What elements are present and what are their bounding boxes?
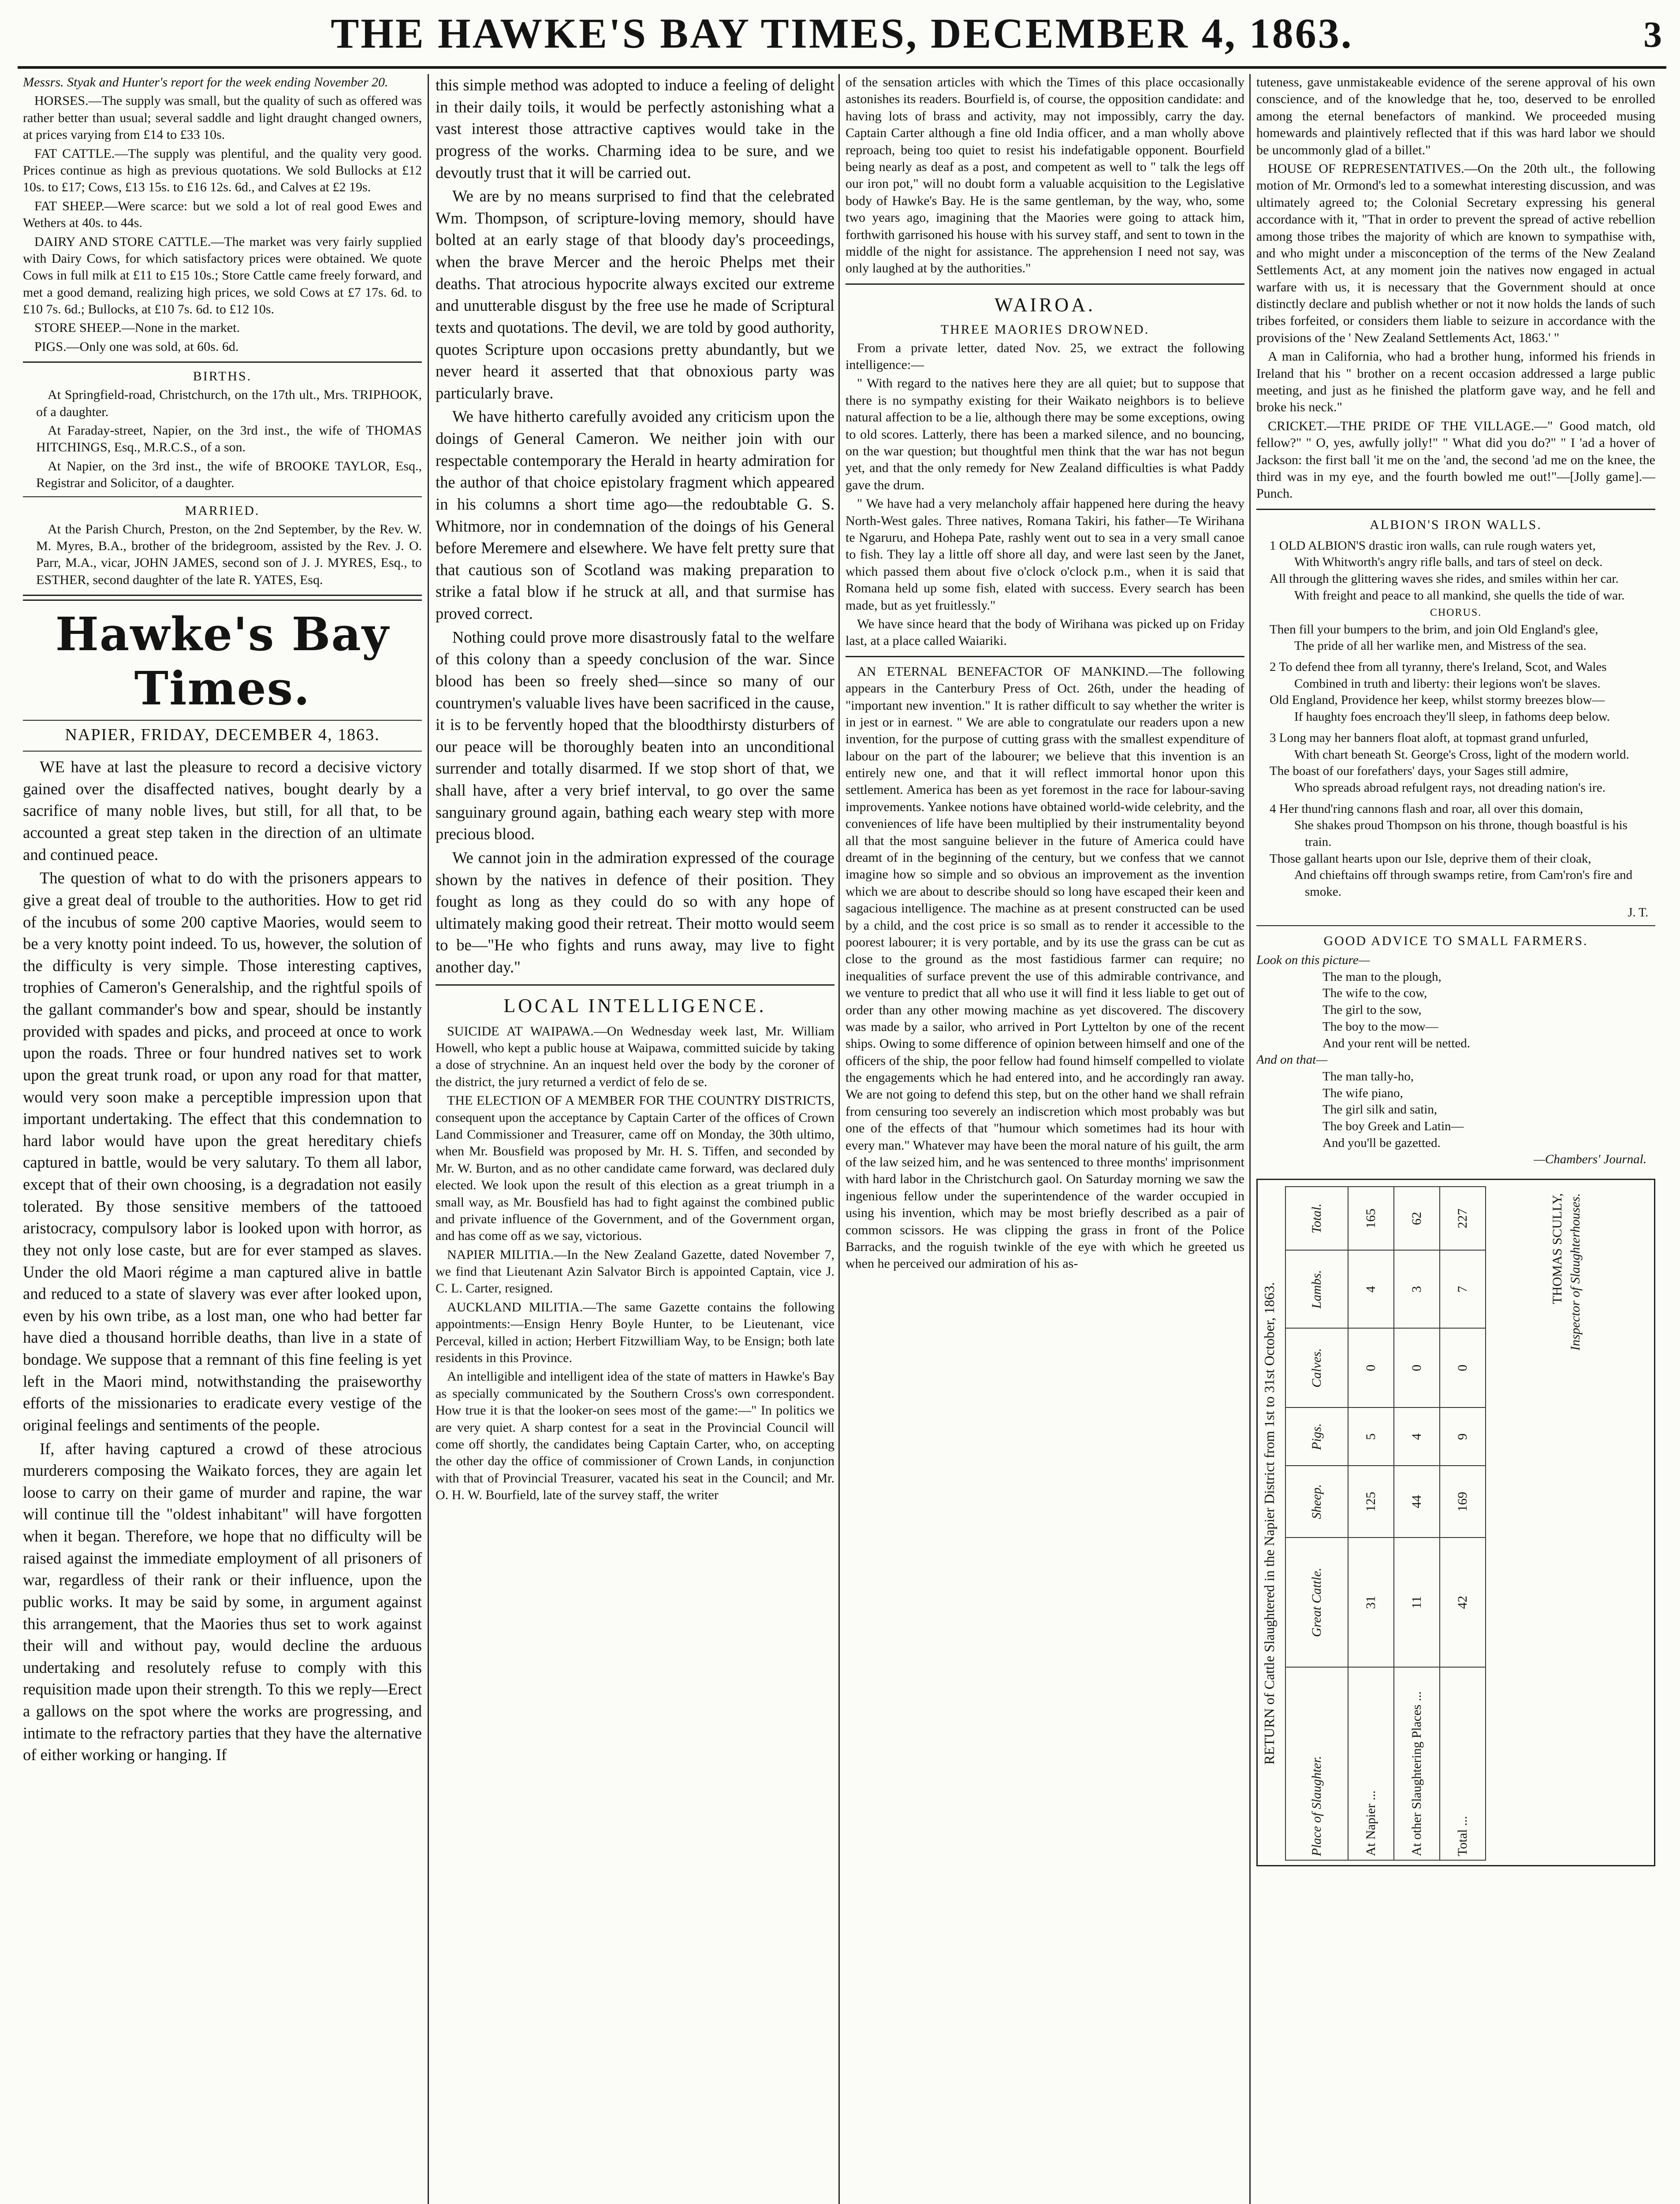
births-list <box>23 387 422 491</box>
table-cell: 42 <box>1440 1538 1486 1667</box>
poem-line: The boast of our forefathers' days, your Sages still admire, <box>1270 764 1568 778</box>
market-report <box>23 93 422 355</box>
local-item: An intelligible and intelligent idea of the state of matters in Hawke's Bay as specially communicated by the Southern Cross's own correspondent. How true it is that the looker-on sees most of the game:—" In politics we are very quiet. A sharp contest for a seat in the Provincial Council will come off shortly, the candidates being Captain Carter, who, on accepting the other day the office of commissioner of Crown Lands, in conjunction with that of Provincial Treasurer, vacated his seat in the Council; and Mr. O. H. W. Bourfield, late of the survey staff, the writer <box>436 1369 834 1503</box>
table-cell: 0 <box>1440 1328 1486 1407</box>
poem-line: 4 Her thund'ring cannons flash and roar, all over this domain, <box>1270 801 1583 816</box>
advice-line: The boy to the mow— <box>1322 1019 1438 1034</box>
poem-line: She shakes proud Thompson on his throne, though boastful is his train. <box>1294 818 1628 849</box>
advice-title: GOOD ADVICE TO SMALL FARMERS. <box>1323 934 1588 949</box>
article-paragraph: tuteness, gave unmistakeable evidence of the serene approval of his own conscience, and of the knowledge that he, too, deserved to be enrolled among the eternal benefactors of mankind. We proceeded musing homewards and plaintively reflected that if this was hard labor we should be uncommonly glad of a billet." <box>1256 75 1655 157</box>
slaughter-return-rotated <box>1258 1180 1654 1865</box>
table-cell: 4 <box>1348 1250 1394 1328</box>
wairoa-article <box>846 340 1244 650</box>
table-cell: 62 <box>1394 1187 1440 1250</box>
poem-line: With Whitworth's angry rifle balls, and tars of steel on deck. <box>1294 555 1603 570</box>
page-number: 3 <box>1643 14 1662 55</box>
editorial-paragraph: Nothing could prove more disastrously fatal to the welfare of this colony than a speedy conclusion of the war. Since blood has been so freely shed—since so many of our countrymen's valuable lives have been sacrificed in the cause, it is to be fervently hoped that the bloodthirsty disturbers of our peace will be thoroughly beaten into an unconditional surrender and totally disarmed. If we stop short of that, we shall have, after a very brief interval, to go over the same sanguinary ground again, bathing each weary step with more precious blood. <box>436 628 834 843</box>
inspector-role: Inspector of Slaughterhouses. <box>1568 1193 1583 1351</box>
inspector-name: THOMAS SCULLY, <box>1550 1193 1565 1304</box>
editorial-paragraph: The question of what to do with the prisoners appears to give a great deal of trouble to the authorities. How to get rid of the incubus of some 200 captive Maories, would seem to be a very knotty point indeed. To us, however, the solution of the difficulty is very simple. Those interesting captives, trophies of Cameron's Generalship, and the rightful spoils of the gallant commander's bow and spear, should be instantly provided with spades and picks, and proceed at once to work upon the roads. Three or four hundred natives set to work upon the great trunk road, or upon any road for that matter, would very soon make a perceptible impression upon that important undertaking. The effect that this condemnation to hard labor would have upon the great hereditary chiefs captured in battle, would be very salutary. To them all labor, except that of their own choosing, is a degradation not easily tolerated. By those sensitive members of the tattooed aristocracy, compulsory labor is looked upon with horror, as they not only lose caste, but are for ever stamped as slaves. Under the old Maori régime a man captured alive in battle and reduced to a state of slavery was ever after looked upon, even by his own tribe, as a lost man, one who had better far have died a thousand horrible deaths, than live in a state of bondage. We suppose that a remnant of this fine feeling is yet left in the Maori mind, notwithstanding the praiseworthy efforts of the missionaries to eradicate every vestige of the original feelings and sentiments of the people. <box>23 869 422 1434</box>
divider <box>23 361 422 363</box>
birth-notice: At Napier, on the 3rd inst., the wife of BROOKE TAYLOR, Esq., Registrar and Solicitor, of a daughter. <box>36 458 422 491</box>
column-rule <box>428 74 429 2204</box>
table-header: Pigs. <box>1285 1407 1348 1466</box>
poem-line: Old England, Providence her keep, whilst stormy breezes blow— <box>1270 693 1605 707</box>
article-paragraph: A man in California, who had a brother hung, informed his friends in Ireland that his " brother on a recent occasion addressed a large public meeting, and just as he finished the platform gave way, and he fell and broke his neck." <box>1256 349 1655 415</box>
advice-lead: Look on this picture— <box>1256 953 1370 968</box>
table-cell: 169 <box>1440 1466 1486 1538</box>
wairoa-paragraph: " With regard to the natives here they are all quiet; but to suppose that there is no sympathy existing for their Waikato neighbors is to believe natural affection to be a lie, although there may be some exceptions, owing to old scores. Latterly, there has been a marked silence, and no bouncing, on the war question; but thoughtful men think that the war has not begun yet, and that the only remedy for New Zealand difficulties is what Paddy gave the drum. <box>846 376 1244 492</box>
birth-notice: At Springfield-road, Christchurch, on the 17th ult., Mrs. TRIPHOOK, of a daughter. <box>36 387 422 419</box>
divider <box>23 496 422 497</box>
wairoa-paragraph: We have since heard that the body of Wirihana was picked up on Friday last, at a place called Waiariki. <box>846 616 1244 648</box>
table-header: Lambs. <box>1285 1250 1348 1328</box>
column-4-text <box>1256 74 1655 503</box>
divider <box>23 595 422 601</box>
table-cell: 5 <box>1348 1407 1394 1466</box>
local-intelligence-heading: LOCAL INTELLIGENCE. <box>503 994 767 1016</box>
table-cell: At Napier ... <box>1348 1667 1394 1860</box>
divider <box>23 720 422 721</box>
poem-stanza <box>1256 659 1655 726</box>
poem-stanza <box>1256 730 1655 797</box>
table-cell: 0 <box>1394 1328 1440 1407</box>
table-cell: Total ... <box>1440 1667 1486 1860</box>
masthead-rule <box>18 66 1666 69</box>
divider <box>436 984 834 986</box>
poem-line: 3 Long may her banners float aloft, at topmast grand unfurled, <box>1270 730 1589 745</box>
poem-line: The pride of all her warlike men, and Mistress of the sea. <box>1294 639 1587 653</box>
poem-line: Those gallant hearts upon our Isle, deprive them of their cloak, <box>1270 851 1591 866</box>
births-heading: BIRTHS. <box>193 369 252 384</box>
poem-line: With chart beneath St. George's Cross, light of the modern world. <box>1294 747 1629 762</box>
market-item: PIGS.—Only one was sold, at 60s. 6d. <box>34 339 239 354</box>
advice-lead: And on that— <box>1256 1053 1328 1067</box>
table-cell: 11 <box>1394 1538 1440 1667</box>
advice-piece <box>1256 932 1655 1168</box>
column-rule <box>1249 74 1251 2204</box>
market-item: STORE SHEEP.—None in the market. <box>34 320 240 335</box>
advice-line: The girl silk and satin, <box>1322 1102 1438 1117</box>
benefactor-article <box>846 663 1244 1273</box>
editorial-paragraph: WE have at last the pleasure to record a decisive victory gained over the disaffected natives, bought dearly by a sacrifice of many noble lives, but still, for all that, to be accounted a great step taken in the direction of an ultimate and continued peace. <box>23 758 422 864</box>
poem-line: Who spreads abroad refulgent rays, not dreading nation's ire. <box>1294 780 1605 795</box>
slaughter-return-table <box>1285 1186 1486 1861</box>
table-header: Total. <box>1285 1187 1348 1250</box>
table-cell: 0 <box>1348 1328 1394 1407</box>
table-cell: 3 <box>1394 1250 1440 1328</box>
table-header: Great Cattle. <box>1285 1538 1348 1667</box>
table-header: Calves. <box>1285 1328 1348 1407</box>
table-cell: 31 <box>1348 1538 1394 1667</box>
masthead <box>18 5 1666 63</box>
editorial-paragraph: We are by no means surprised to find that the celebrated Wm. Thompson, of scripture-loving memory, should have bolted at an early stage of that bloody day's proceedings, when the brave Mercer and the heroic Phelps met their deaths. That atrocious hypocrite always excited our extreme and unutterable disgust by the free use he made of Scriptural texts and quotations. The devil, we are told by good authority, quotes Scripture upon occasions pretty abundantly, but we never heard it asserted that that obnoxious party was particularly brave. <box>436 187 834 402</box>
article-paragraph: HOUSE OF REPRESENTATIVES.—On the 20th ult., the following motion of Mr. Ormond's led to a somewhat interesting discussion, and was ultimately agreed to; the Colonial Secretary expressing his general accordance with it, "That in order to prevent the spread of active rebellion among those tribes the majority of which are known to sympathise with, and who might under a misconception of the terms of the New Zealand Settlements Act, at any moment join the natives now engaged in actual warfare with us, it is necessary that the Government should at once distinctly declare and publish whether or not it now holds the lands of such tribes forfeited, or considers them liable to seizure in accordance with the provisions of the ' New Zealand Settlements Act, 1863.' " <box>1256 161 1655 345</box>
marriage-notice: At the Parish Church, Preston, on the 2nd September, by the Rev. W. M. Myres, B.A., brother of the bridegroom, assisted by the Rev. J. O. Parr, M.A., vicar, JOHN JAMES, second son of J. J. MYRES, Esq., to ESTHER, second daughter of the late R. YATES, Esq. <box>36 521 422 587</box>
table-cell: 4 <box>1394 1407 1440 1466</box>
married-list <box>23 521 422 589</box>
table-row <box>1394 1187 1440 1860</box>
dateline: NAPIER, FRIDAY, DECEMBER 4, 1863. <box>65 726 380 745</box>
birth-notice: At Faraday-street, Napier, on the 3rd inst., the wife of THOMAS HITCHINGS, Esq., M.R.C.S., of a son. <box>36 423 422 455</box>
poem-title: ALBION'S IRON WALLS. <box>1370 517 1542 532</box>
masthead-title: THE HAWKE'S BAY TIMES, DECEMBER 4, 1863. <box>331 10 1353 57</box>
local-item: AUCKLAND MILITIA.—The same Gazette contains the following appointments:—Ensign Henry Boyle Hunter, to be Lieutenant, vice Perceval, killed in action; Herbert Fitzwilliam Way, to be Ensign; both late residents in this Province. <box>436 1299 834 1366</box>
market-item: DAIRY AND STORE CATTLE.—The market was very fairly supplied with Dairy Cows, for which satisfactory prices were obtained. We quote Cows in full milk at £11 to £15 10s.; Store Cattle came freely forward, and met a good demand, realizing high prices, we sold Cows at £7 17s. 6d. to £10 7s. 6d.; Bullocks, at £10 7s. 6d. to £12 10s. <box>23 234 422 317</box>
poem-line: And chieftains off through swamps retire, from Cam'ron's fire and smoke. <box>1294 868 1632 899</box>
poem-line: With freight and peace to all mankind, she quells the tide of war. <box>1294 588 1625 603</box>
wairoa-heading: WAIROA. <box>995 294 1095 316</box>
advice-source: —Chambers' Journal. <box>1534 1152 1646 1167</box>
market-item: FAT CATTLE.—The supply was plentiful, and the quality very good. Prices continue as high as previous quotations. We sold Bullocks at £12 10s. to £17; Cows, £13 15s. to £16 12s. 6d., and Calves at £2 19s. <box>23 146 422 195</box>
column-rule <box>838 74 840 2204</box>
column-1 <box>23 74 422 2204</box>
newspaper-flag: Hawke's Bay Times. <box>55 607 390 716</box>
table-header: Sheep. <box>1285 1466 1348 1538</box>
wairoa-paragraph: From a private letter, dated Nov. 25, we extract the following intelligence:— <box>846 340 1244 372</box>
column-2 <box>436 74 834 2204</box>
local-item: of the sensation articles with which the Times of this place occasionally astonishes its readers. Bourfield is, of course, the opposition candidate: and having lots of brass and activity, may not impossibly, carry the day. Captain Carter although a fine old India officer, and a man wholly above reproach, being too quiet to resist his indefatigable opponent. Bourfield being nearly as deaf as a post, and competent as well to " talk the legs off our iron pot," will no doubt form a valuable acquisition to the Legislative body of Hawke's Bay. He is the same gentleman, by the way, who, some two years ago, imagining that the Maories were going to attack him, forthwith garrisoned his house with his survey staff, and sent to town in the middle of the night for assistance. The apprehension I need not say, was only laughed at by the authorities." <box>846 75 1244 276</box>
divider <box>1256 925 1655 926</box>
poem-line: 1 OLD ALBION'S drastic iron walls, can rule rough waters yet, <box>1270 538 1596 553</box>
wairoa-paragraph: " We have had a very melancholy affair happened here during the heavy North-West gales. Three natives, Romana Takiri, his father—Te Wirihana te Ngaruru, and Hohepa Pate, rashly went out to sea in a very small canoe to fish. They lay a little off shore all day, and were last seen by the Janet, which passed them about five o'clock o'clock p.m., when it is said that Romana held up some fish, elated with success. Every search has been made, but as yet fruitlessly." <box>846 496 1244 613</box>
advice-line: And you'll be gazetted. <box>1322 1136 1441 1150</box>
poem-stanza <box>1256 801 1655 901</box>
slaughter-return-title: RETURN of Cattle Slaughtered in the Napier District from 1st to 31st October, 1863. <box>1261 1282 1277 1765</box>
poem-line: Then fill your bumpers to the brim, and join Old England's glee, <box>1270 622 1598 637</box>
table-cell: 9 <box>1440 1407 1486 1466</box>
table-row <box>1348 1187 1394 1860</box>
editorial-paragraph: We cannot join in the admiration expressed of the courage shown by the natives in defence of their position. They fought as long as they could do so with any hope of ultimately making good their retreat. Their motto would seem to be—"He who fights and runs away, may live to fight another day." <box>436 848 834 976</box>
local-item: NAPIER MILITIA.—In the New Zealand Gazette, dated November 7, we find that Lieutenant Azin Salvator Birch is appointed Captain, vice J. C. L. Carter, resigned. <box>436 1247 834 1296</box>
divider <box>23 751 422 752</box>
local-intelligence-cont <box>846 74 1244 277</box>
poem-signature: J. T. <box>1628 905 1648 920</box>
advice-line: The wife to the cow, <box>1322 986 1427 1001</box>
table-header-row <box>1285 1187 1348 1860</box>
divider <box>846 283 1244 285</box>
market-report-title: Messrs. Styak and Hunter's report for the week ending November 20. <box>23 75 388 89</box>
poem-line: 2 To defend thee from all tyranny, there's Ireland, Scot, and Wales <box>1270 660 1607 674</box>
poem-stanza <box>1256 538 1655 655</box>
editorial-paragraph: If, after having captured a crowd of these atrocious murderers composing the Waikato forces, they are again let loose to carry on their game of murder and rapine, the war will continue till the "oldest inhabitant" will have forgotten when it began. Therefore, we hope that no difficulty will be raised against the immediate employment of all prisoners of war, regardless of their rank or their influence, upon the public works. It may be said by some, in argument against this arrangement, that the Maories thus set to work against their will and without pay, would decline the arduous undertaking and resolutely refuse to comply with this requisition made upon their strength. To this we reply—Erect a gallows on the spot where the works are progressing, and intimate to the refractory parties that they have the alternative of either working or hanging. If <box>23 1439 422 1764</box>
poem-line: If haughty foes encroach they'll sleep, in fathoms deep below. <box>1294 710 1610 724</box>
table-cell: 227 <box>1440 1187 1486 1250</box>
advice-line: The girl to the sow, <box>1322 1003 1422 1017</box>
column-3 <box>846 74 1244 2204</box>
advice-line: The man to the plough, <box>1322 969 1442 984</box>
divider <box>846 656 1244 657</box>
editorial-paragraph: We have hitherto carefully avoided any criticism upon the doings of General Cameron. We neither join with our respectable contemporary the Herald in hearty admiration for the author of that choice epistolary fragment which appeared in his columns a short time ago—the redoubtable G. S. Whitmore, nor in condemnation of the doings of his General before Meremere and elsewhere. We have felt pretty sure that that cautious son of Scotland was making preparation to strike a fatal blow if he struck at all, and that surmise has proved correct. <box>436 407 834 622</box>
poem-line: Combined in truth and liberty: their legions won't be slaves. <box>1294 676 1601 691</box>
poem-albions-iron-walls <box>1256 516 1655 921</box>
table-cell: 125 <box>1348 1466 1394 1538</box>
advice-line: The man tally-ho, <box>1322 1069 1414 1083</box>
married-heading: MARRIED. <box>185 503 260 518</box>
poem-chorus-label: CHORUS. <box>1430 607 1482 618</box>
editorial-paragraph: this simple method was adopted to induce a feeling of delight in their daily toils, it would be perfectly astonishing what a vast interest those attractive captives would take in the progress of the works. Charming idea to be sure, and we devoutly trust that it will be carried out. <box>436 76 834 182</box>
article-paragraph: CRICKET.—THE PRIDE OF THE VILLAGE.—" Good match, old fellow?" " O, yes, awfully jolly!" " What did you do?" " I 'ad a hover of Jackson: the first ball 'it me on the 'and, the second 'ad me on the knee, the third was in my eye, and the fourth bowled me out!"—[Jolly game].—Punch. <box>1256 418 1655 501</box>
table-cell: 7 <box>1440 1250 1486 1328</box>
inspector-signature <box>1549 1193 1584 1351</box>
slaughter-return-box <box>1256 1179 1655 1866</box>
table-cell: 44 <box>1394 1466 1440 1538</box>
local-item: THE ELECTION OF A MEMBER FOR THE COUNTRY DISTRICTS, consequent upon the acceptance by Captain Carter of the offices of Crown Land Commissioner and Treasurer, came off on Monday, the 30th ultimo, when Mr. Bousfield was proposed by Mr. H. S. Tiffen, and seconded by Mr. W. Burton, and as no other candidate came forward, was declared duly elected. We look upon the result of this election as a great triumph in a small way, as Mr. Bousfield has had to fight against the combined public and private influence of the Government, and of the Government organ, and has come off as we say, victorious. <box>436 1093 834 1243</box>
local-intelligence <box>436 1023 834 1504</box>
wairoa-subheading: THREE MAORIES DROWNED. <box>940 322 1150 337</box>
local-item: SUICIDE AT WAIPAWA.—On Wednesday week last, Mr. William Howell, who kept a public house at Waipawa, committed suicide by taking a dose of strychnine. An an inquest held over the body by the coroner of the district, the jury returned a verdict of felo de se. <box>436 1024 834 1089</box>
advice-line: And your rent will be netted. <box>1322 1036 1471 1050</box>
advice-line: The wife piano, <box>1322 1086 1403 1100</box>
column-4 <box>1256 74 1655 2204</box>
advice-line: The boy Greek and Latin— <box>1322 1119 1464 1133</box>
market-item: FAT SHEEP.—Were scarce: but we sold a lot of real good Ewes and Wethers at 40s. to 44s. <box>23 198 422 231</box>
poem-line: All through the glittering waves she rides, and smiles within her car. <box>1270 572 1619 586</box>
table-row-total <box>1440 1187 1486 1860</box>
market-item: HORSES.—The supply was small, but the quality of such as offered was rather better than usual; several saddle and light draught changed owners, at prices varying from £14 to £33 10s. <box>23 93 422 142</box>
table-cell: 165 <box>1348 1187 1394 1250</box>
table-cell: At other Slaughtering Places ... <box>1394 1667 1440 1860</box>
table-header: Place of Slaughter. <box>1285 1667 1348 1860</box>
divider <box>1256 509 1655 510</box>
benefactor-paragraph: AN ETERNAL BENEFACTOR OF MANKIND.—The following appears in the Canterbury Press of Oct. 26th, under the heading of "important new invention." It is rather difficult to say whether the writer is in jest or in earnest. " We are able to congratulate our readers upon a new invention, for the purpose of cutting grass with the smallest expenditure of labour on the part of the labourer; we believe that this invention is an entirely new one, and that it will reflect immortal honor upon this settlement. America has been as yet foremost in the race for labour-saving improvements. Yankee notions have obtained world-wide celebrity, and the conveniences of life have been multiplied by their instrumentality beyond all that the most sanguine believer in the future of America could have dreamt of in the beginning of the century, but we confess that we cannot imagine how so simple and so obvious an improvement as the invention which we are about to describe should so long have escaped their keen and sagacious intelligence. The machine as at present constructed can be used by a child, and the cost price is so small as to render it accessible to the poorest labourer; it is very portable, and by its use the grass can be cut as close to the ground as the most fastidious farmer can require; no inequalities of surface prevent the use of this admirable contrivance, and we venture to predict that all who use it will find it less liable to get out of order than any other mowing machine as yet discovered. The discovery was made by a sailor, who arrived in Port Lyttelton by one of the recent ships. Owing to some difference of opinion between himself and one of the officers of the ship, the poor fellow had found himself compelled to violate the engagements which he had entered into, and he accordingly ran away. We are not going to defend this step, but on the other hand we shall refrain from censuring too severely an indiscretion which most probably was but one of the effects of that "humour which sometimes had its hour with every man." Whatever may have been the moral nature of his guilt, the arm of the law seized him, and he was sentenced to three months' imprisonment with hard labor in the Christchurch gaol. On Saturday morning we saw the ingenious fellow under the superintendence of the warder occupied in using his invention, which may be most briefly described as a pair of common scissors. He was clipping the grass in front of the Police Barracks, and the roguish twinkle of the eye with which he greeted us when he perceived our admiration of his as- <box>846 664 1244 1271</box>
